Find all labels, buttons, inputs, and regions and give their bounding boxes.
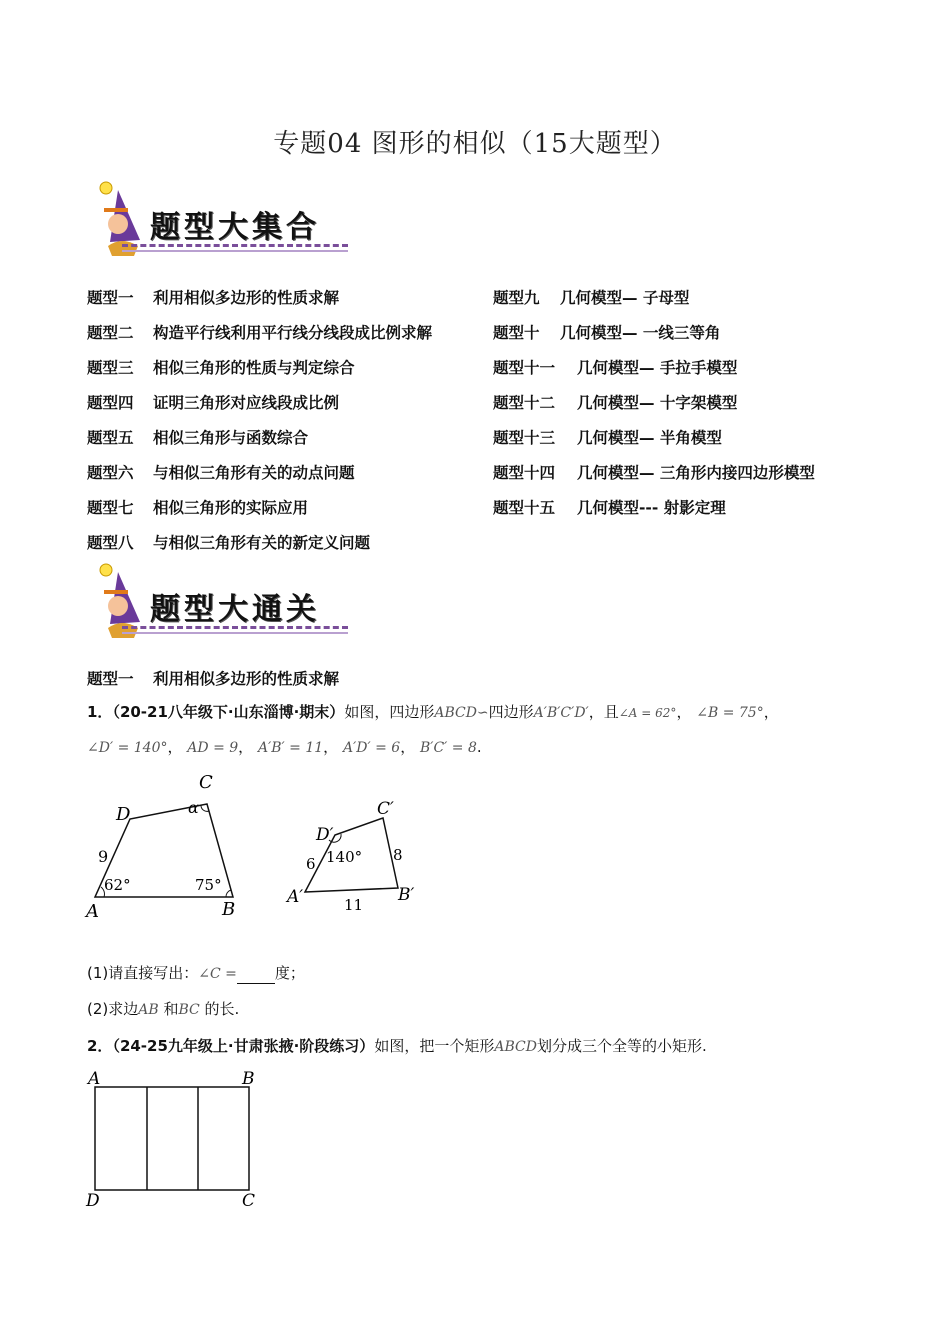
question-2-line-1: 2．（24-25九年级上·甘肃张掖·阶段练习）如图，把一个矩形ABCD划分成三个全等的小矩形.: [87, 1037, 707, 1055]
toc-item[interactable]: 题型十四 几何模型— 三角形内接四边形模型: [493, 464, 815, 482]
toc-item[interactable]: 题型三 相似三角形的性质与判定综合: [87, 359, 355, 377]
question-1-line-1: 1．（20-21八年级下·山东淄博·期末）如图，四边形ABCD∽四边形A′B′C′D′，且∠A = 62°， ∠B = 75°，: [87, 703, 779, 721]
banner-question-types: [88, 180, 358, 260]
side-label: 6: [306, 855, 316, 873]
toc-item[interactable]: 题型七 相似三角形的实际应用: [87, 499, 309, 517]
angle-label: α: [188, 798, 199, 817]
toc-item[interactable]: 题型十二 几何模型— 十字架模型: [493, 394, 738, 412]
toc-item[interactable]: 题型六 与相似三角形有关的动点问题: [87, 464, 355, 482]
toc-item[interactable]: 题型十五 几何模型--- 射影定理: [493, 499, 726, 517]
banner-underline: [122, 244, 348, 247]
banner-title: 题型大通关: [150, 592, 320, 627]
figure-similar-quadrilaterals: [80, 768, 440, 928]
angle-label: 75°: [195, 876, 222, 894]
wizard-mascot-icon: [88, 562, 158, 642]
toc-item[interactable]: 题型十三 几何模型— 半角模型: [493, 429, 722, 447]
vertex-label: C′: [377, 799, 394, 819]
toc-item[interactable]: 题型二 构造平行线利用平行线分线段成比例求解: [87, 324, 433, 342]
section-heading: 题型一 利用相似多边形的性质求解: [87, 670, 340, 688]
vertex-label: B: [222, 899, 236, 920]
vertex-label: D: [86, 1191, 100, 1211]
wizard-mascot-icon: [88, 180, 158, 260]
figure-rectangle-three-parts: [80, 1066, 280, 1216]
vertex-label: D: [116, 804, 131, 825]
side-label: 11: [344, 896, 364, 914]
vertex-label: A: [88, 1069, 101, 1089]
vertex-label: D′: [316, 825, 334, 845]
angle-label: 62°: [104, 876, 131, 894]
question-1-part-1: (1)请直接写出：∠C = 度；: [87, 964, 305, 982]
quadrilateral-abcd: [84, 772, 235, 922]
answer-blank[interactable]: [237, 969, 275, 984]
vertex-label: B: [242, 1069, 255, 1089]
angle-label: 140°: [326, 848, 363, 866]
toc-item[interactable]: 题型一 利用相似多边形的性质求解: [87, 289, 340, 307]
rectangle-abcd: [95, 1087, 249, 1190]
toc-item[interactable]: 题型四 证明三角形对应线段成比例: [87, 394, 340, 412]
toc-item[interactable]: 题型十一 几何模型— 手拉手模型: [493, 359, 738, 377]
question-1-line-2: ∠D′ = 140°， AD = 9， A′B′ = 11， A′D′ = 6， B′C′ = 8.: [87, 738, 482, 756]
banner-underline-shadow: [122, 632, 348, 634]
banner-practice: [88, 562, 358, 642]
banner-underline-shadow: [122, 250, 348, 252]
banner-title: 题型大集合: [150, 210, 320, 245]
vertex-label: B′: [398, 885, 415, 905]
quadrilateral-a2b2c2d2: [285, 799, 414, 914]
page-title: 专题04 图形的相似（15大题型）: [273, 129, 677, 159]
toc-item[interactable]: 题型八 与相似三角形有关的新定义问题: [87, 534, 371, 552]
toc-item[interactable]: 题型五 相似三角形与函数综合: [87, 429, 309, 447]
question-source: （20-21八年级下·山东淄博·期末）: [112, 703, 345, 721]
vertex-label: C: [199, 772, 213, 793]
vertex-label: A′: [287, 887, 304, 907]
side-label: 9: [98, 847, 109, 866]
question-1-part-2: (2)求边AB 和BC 的长.: [87, 1000, 240, 1018]
question-source: （24-25九年级上·甘肃张掖·阶段练习）: [112, 1037, 375, 1055]
toc-item[interactable]: 题型九 几何模型— 子母型: [493, 289, 690, 307]
banner-underline: [122, 626, 348, 629]
side-label: 8: [393, 846, 403, 864]
vertex-label: C: [242, 1191, 256, 1211]
toc-item[interactable]: 题型十 几何模型— 一线三等角: [493, 324, 721, 342]
vertex-label: A: [86, 901, 99, 922]
